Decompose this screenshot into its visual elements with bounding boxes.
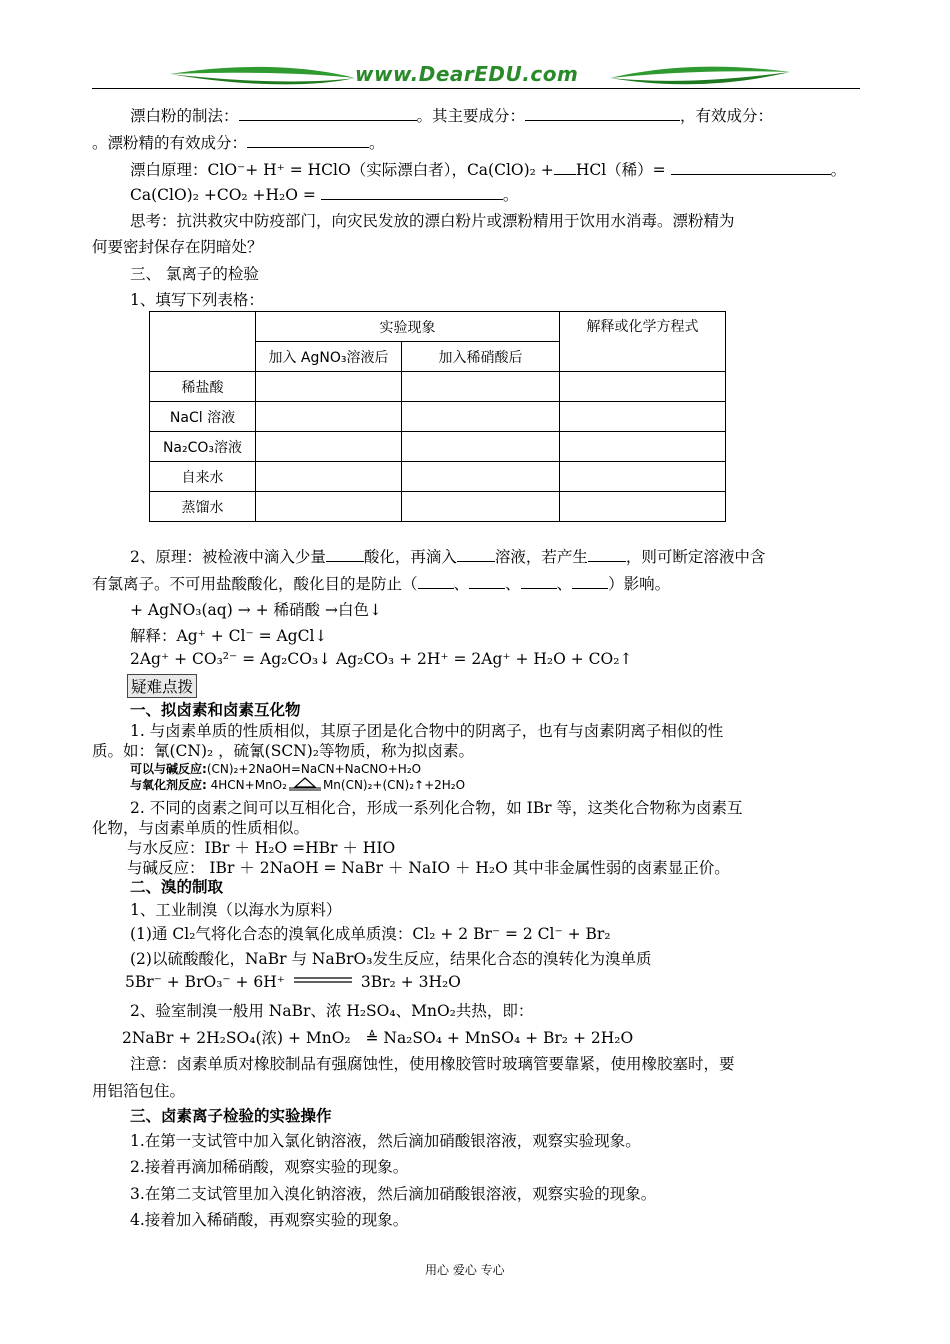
- pseudohalogen-line-2: 质。如：氰(CN)₂ ，硫氰(SCN)₂等物质，称为拟卤素。: [92, 742, 475, 760]
- blank[interactable]: [321, 185, 503, 200]
- principle-eq-3: 2Ag⁺ + CO₃²⁻ = Ag₂CO₃↓ Ag₂CO₃ + 2H⁺ = 2Ag⁺ + H₂O + CO₂↑: [130, 650, 633, 668]
- think-line-1: 思考：抗洪救灾中防疫部门，向灾民发放的漂白粉片或漂粉精用于饮用水消毒。漂粉精为: [130, 212, 735, 230]
- pseudohalogen-line-1: 1. 与卤素单质的性质相似，其原子团是化合物中的阴离子，也有与卤素阴离子相似的性: [130, 722, 724, 740]
- table-row: NaCl 溶液: [150, 402, 726, 432]
- table-row: Na₂CO₃溶液: [150, 432, 726, 462]
- note-line-2: 用铝箔包住。: [92, 1082, 186, 1100]
- header-add-agno3: 加入 AgNO₃溶液后: [256, 342, 402, 372]
- alkali-reaction: 可以与碱反应:(CN)₂+2NaOH=NaCN+NaCNO+H₂O: [130, 762, 422, 776]
- header-phenomenon: 实验现象: [256, 312, 560, 342]
- table-row: 自来水: [150, 462, 726, 492]
- table-corner: [150, 312, 256, 372]
- bleach-line-2: 。漂粉精的有效成分： 。: [92, 134, 385, 152]
- procedure-step-3: 3.在第二支试管里加入溴化钠溶液，然后滴加硝酸银溶液，观察实验的现象。: [130, 1185, 657, 1203]
- bromine-industrial: 1、工业制溴（以海水为原料）: [130, 901, 342, 919]
- blank[interactable]: [588, 547, 626, 562]
- chloride-test-table: [149, 311, 726, 522]
- header-add-hno3: 加入稀硝酸后: [402, 342, 560, 372]
- principle-line-1: 2、原理：被检液中滴入少量 酸化，再滴入 溶液，若产生 ，则可断定溶液中含: [130, 548, 766, 566]
- bleach-line-3: 漂白原理：ClO⁻+ H⁺ = HClO（实际漂白者），Ca(ClO)₂ + HCl（稀）= 。: [130, 161, 847, 179]
- section3-title: 三、 氯离子的检验: [130, 265, 259, 283]
- interhalogen-alkali: 与碱反应： IBr ＋ 2NaOH = NaBr ＋ NaIO ＋ H₂O 其中非金属性弱的卤素显正价。: [127, 859, 730, 877]
- procedure-step-1: 1.在第一支试管中加入氯化钠溶液，然后滴加硝酸银溶液，观察实验现象。: [130, 1132, 641, 1150]
- interhalogen-water: 与水反应：IBr ＋ H₂O =HBr ＋ HIO: [127, 839, 396, 857]
- table-cell[interactable]: [256, 402, 402, 432]
- table-cell[interactable]: [402, 462, 560, 492]
- section3-subtitle: 1、填写下列表格：: [130, 291, 264, 309]
- heat-triangle-icon: [287, 777, 323, 791]
- header-rule: [92, 88, 860, 89]
- blank[interactable]: [418, 574, 454, 589]
- blank[interactable]: [239, 106, 417, 121]
- blank[interactable]: [247, 133, 369, 148]
- blank[interactable]: [572, 574, 608, 589]
- interhalogen-line-2: 化物，与卤素单质的性质相似。: [92, 819, 310, 837]
- table-cell[interactable]: [560, 432, 726, 462]
- equals-bar-icon: [294, 975, 352, 985]
- blank[interactable]: [671, 160, 831, 175]
- blank[interactable]: [326, 547, 364, 562]
- difficult-heading-2: 二、溴的制取: [130, 878, 224, 896]
- table-cell[interactable]: [402, 372, 560, 402]
- bromine-eq-2: 2NaBr + 2H₂SO₄(浓) + MnO₂ ≜ Na₂SO₄ + MnSO₄ + Br₂ + 2H₂O: [122, 1029, 634, 1047]
- blank[interactable]: [525, 106, 680, 121]
- procedure-step-4: 4.接着加入稀硝酸，再观察实验的现象。: [130, 1211, 409, 1229]
- bleach-line-1: 漂白粉的制法： 。其主要成分： ，有效成分：: [130, 107, 774, 125]
- table-cell[interactable]: [256, 372, 402, 402]
- footer-text: 用心 爱心 专心: [425, 1263, 505, 1277]
- difficult-heading-3: 三、卤素离子检验的实验操作: [130, 1107, 332, 1125]
- blank[interactable]: [469, 574, 505, 589]
- bromine-eq-1: 5Br⁻ + BrO₃⁻ + 6H⁺ 3Br₂ + 3H₂O: [125, 973, 461, 991]
- table-cell[interactable]: [560, 402, 726, 432]
- procedure-step-2: 2.接着再滴加稀硝酸，观察实验的现象。: [130, 1158, 409, 1176]
- table-cell[interactable]: [560, 492, 726, 522]
- table-row: 稀盐酸: [150, 372, 726, 402]
- blank[interactable]: [554, 160, 576, 175]
- table-cell[interactable]: [402, 402, 560, 432]
- header-explain: 解释或化学方程式: [560, 312, 726, 372]
- bleach-line-4: Ca(ClO)₂ +CO₂ +H₂O = 。: [130, 186, 519, 204]
- table-cell[interactable]: [256, 462, 402, 492]
- interhalogen-line-1: 2. 不同的卤素之间可以互相化合，形成一系列化合物，如 IBr 等，这类化合物称为卤素互: [130, 799, 743, 817]
- table-row: 蒸馏水: [150, 492, 726, 522]
- note-line-1: 注意：卤素单质对橡胶制品有强腐蚀性，使用橡胶管时玻璃管要靠紧，使用橡胶塞时，要: [130, 1055, 735, 1073]
- table-cell[interactable]: [560, 372, 726, 402]
- table-cell[interactable]: [402, 432, 560, 462]
- logo-text: www.DearEDU.com: [355, 62, 579, 86]
- blank[interactable]: [521, 574, 557, 589]
- table-cell[interactable]: [256, 432, 402, 462]
- difficult-label: 疑难点拨: [127, 674, 197, 698]
- principle-eq-2: 解释：Ag⁺ + Cl⁻ = AgCl↓: [130, 627, 328, 645]
- bromine-step-1: (1)通 Cl₂气将化合态的溴氧化成单质溴：Cl₂ + 2 Br⁻ = 2 Cl⁻ + Br₂: [130, 925, 611, 943]
- principle-line-2: 有氯离子。不可用盐酸酸化，酸化目的是防止（ 、 、 、 ）影响。: [92, 575, 671, 593]
- principle-eq-1: + AgNO₃(aq) → + 稀硝酸 →白色↓: [130, 601, 382, 619]
- table-cell[interactable]: [256, 492, 402, 522]
- oxidant-reaction: 与氧化剂反应: 4HCN+MnO₂ Mn(CN)₂+(CN)₂↑+2H₂O: [130, 778, 466, 792]
- blank[interactable]: [457, 547, 495, 562]
- table-cell[interactable]: [402, 492, 560, 522]
- heat-equals-icon: ≜: [365, 1029, 379, 1047]
- table-cell[interactable]: [560, 462, 726, 492]
- bromine-step-2: (2)以硫酸酸化，NaBr 与 NaBrO₃发生反应，结果化合态的溴转化为溴单质: [130, 950, 652, 968]
- think-line-2: 何要密封保存在阴暗处？: [92, 238, 263, 256]
- bromine-lab: 2、验室制溴一般用 NaBr、浓 H₂SO₄、MnO₂共热，即：: [130, 1002, 534, 1020]
- difficult-heading-1: 一、拟卤素和卤素互化物: [130, 701, 301, 719]
